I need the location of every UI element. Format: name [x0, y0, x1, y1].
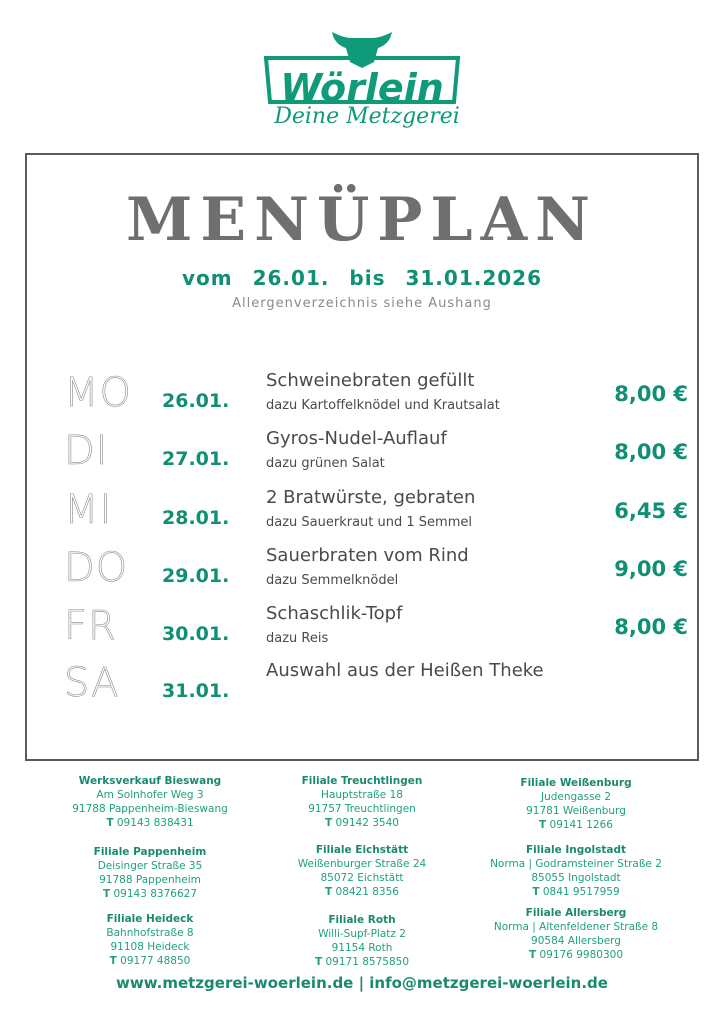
branch-name: Filiale Pappenheim: [93, 846, 207, 858]
dish-name: Schaschlik-Topf: [266, 603, 403, 624]
branch-phone: T 09141 1266: [539, 819, 613, 831]
branch-city: 91154 Roth: [331, 942, 393, 954]
branch-roth: [262, 913, 462, 969]
branch-street: Norma | Godramsteiner Straße 2: [490, 858, 662, 870]
menu-row-do: [0, 545, 724, 603]
range-from: 26.01.: [252, 266, 330, 290]
weekday: SA: [64, 660, 120, 706]
branch-treuchtlingen: [262, 774, 462, 830]
branch-pappenheim: [50, 845, 250, 901]
menu-date: 30.01.: [162, 623, 230, 645]
footer-contact: www.metzgerei-woerlein.de | info@metzgerei-woerlein.de: [116, 974, 608, 992]
range-bis: bis: [349, 266, 386, 290]
branch-name: Werksverkauf Bieswang: [78, 775, 222, 787]
dish-name: Sauerbraten vom Rind: [266, 545, 469, 566]
branch-phone: T 0841 9517959: [532, 886, 620, 898]
branch-city: 90584 Allersberg: [531, 935, 621, 947]
menu-date: 26.01.: [162, 390, 230, 412]
branch-weissenburg: [476, 776, 676, 832]
branch-phone: T 09143 838431: [106, 817, 194, 829]
menu-row-sa: [0, 660, 724, 718]
branch-street: Willi-Supf-Platz 2: [318, 928, 406, 940]
dish-side: dazu Kartoffelknödel und Krautsalat: [266, 398, 500, 413]
branch-phone: T 09143 8376627: [102, 888, 198, 900]
branch-street: Deisinger Straße 35: [97, 860, 203, 872]
logo-tagline: Deine Metzgerei: [274, 104, 460, 129]
weekday: DO: [64, 545, 129, 591]
weekday: MO: [64, 370, 132, 416]
branch-bieswang: [50, 774, 250, 830]
dish-side: dazu Reis: [266, 631, 329, 646]
weekday: MI: [64, 487, 113, 533]
dish-name: Gyros-Nudel-Auflauf: [266, 428, 447, 449]
branch-city: 91108 Heideck: [110, 941, 190, 953]
branch-city: 85055 Ingolstadt: [531, 872, 621, 884]
dish-side: dazu grünen Salat: [266, 456, 385, 471]
branch-name: Filiale Allersberg: [525, 907, 627, 919]
branch-heideck: [50, 912, 250, 968]
branch-street: Judengasse 2: [540, 791, 612, 803]
menu-row-mo: [0, 370, 724, 428]
dish-price: 8,00 €: [614, 615, 688, 639]
branch-city: 91788 Pappenheim: [99, 874, 201, 886]
branch-street: Am Solnhofer Weg 3: [96, 789, 204, 801]
weekday: FR: [64, 603, 117, 649]
dish-side: dazu Sauerkraut und 1 Semmel: [266, 515, 472, 530]
branch-name: Filiale Roth: [328, 914, 396, 926]
menu-row-mi: [0, 487, 724, 545]
menu-date: 29.01.: [162, 565, 230, 587]
branch-allersberg: [476, 906, 676, 962]
weekday: DI: [64, 428, 109, 474]
branch-street: Bahnhofstraße 8: [106, 927, 194, 939]
menu-row-fr: [0, 603, 724, 661]
dish-name: 2 Bratwürste, gebraten: [266, 487, 476, 508]
branch-name: Filiale Treuchtlingen: [301, 775, 423, 787]
range-to: 31.01.2026: [405, 266, 542, 290]
branch-street: Hauptstraße 18: [321, 789, 403, 801]
branch-phone: T 09176 9980300: [528, 949, 624, 961]
dish-price: 8,00 €: [614, 440, 688, 464]
dish-price: 9,00 €: [614, 557, 688, 581]
dish-price: 8,00 €: [614, 382, 688, 406]
branch-phone: T 09177 48850: [109, 955, 191, 967]
branch-name: Filiale Heideck: [106, 913, 194, 925]
menu-date: 28.01.: [162, 507, 230, 529]
dish-name: Schweinebraten gefüllt: [266, 370, 475, 391]
logo-brand-name: Wörlein: [280, 66, 444, 110]
branch-phone: T 08421 8356: [325, 886, 399, 898]
branch-name: Filiale Weißenburg: [520, 777, 632, 789]
branch-street: Weißenburger Straße 24: [297, 858, 427, 870]
dish-name: Auswahl aus der Heißen Theke: [266, 660, 544, 681]
branch-eichstaett: [262, 843, 462, 899]
date-range: [0, 266, 724, 290]
page-title: MENÜPLAN: [125, 185, 599, 255]
branch-name: Filiale Ingolstadt: [525, 844, 627, 856]
branch-ingolstadt: [476, 843, 676, 899]
menu-row-di: [0, 428, 724, 486]
branch-street: Norma | Altenfeldener Straße 8: [493, 921, 659, 933]
menu-date: 27.01.: [162, 448, 230, 470]
branch-city: 91757 Treuchtlingen: [308, 803, 416, 815]
branch-phone: T 09142 3540: [325, 817, 399, 829]
branch-city: 91781 Weißenburg: [526, 805, 626, 817]
branch-city: 91788 Pappenheim-Bieswang: [72, 803, 228, 815]
menu-date: 31.01.: [162, 680, 230, 702]
range-vom: vom: [182, 266, 233, 290]
dish-price: 6,45 €: [614, 499, 688, 523]
allergen-note: Allergenverzeichnis siehe Aushang: [232, 296, 492, 311]
branch-city: 85072 Eichstätt: [320, 872, 404, 884]
dish-side: dazu Semmelknödel: [266, 573, 399, 588]
branch-phone: T 09171 8575850: [314, 956, 410, 968]
branch-name: Filiale Eichstätt: [315, 844, 409, 856]
brand-logo: [262, 22, 462, 140]
